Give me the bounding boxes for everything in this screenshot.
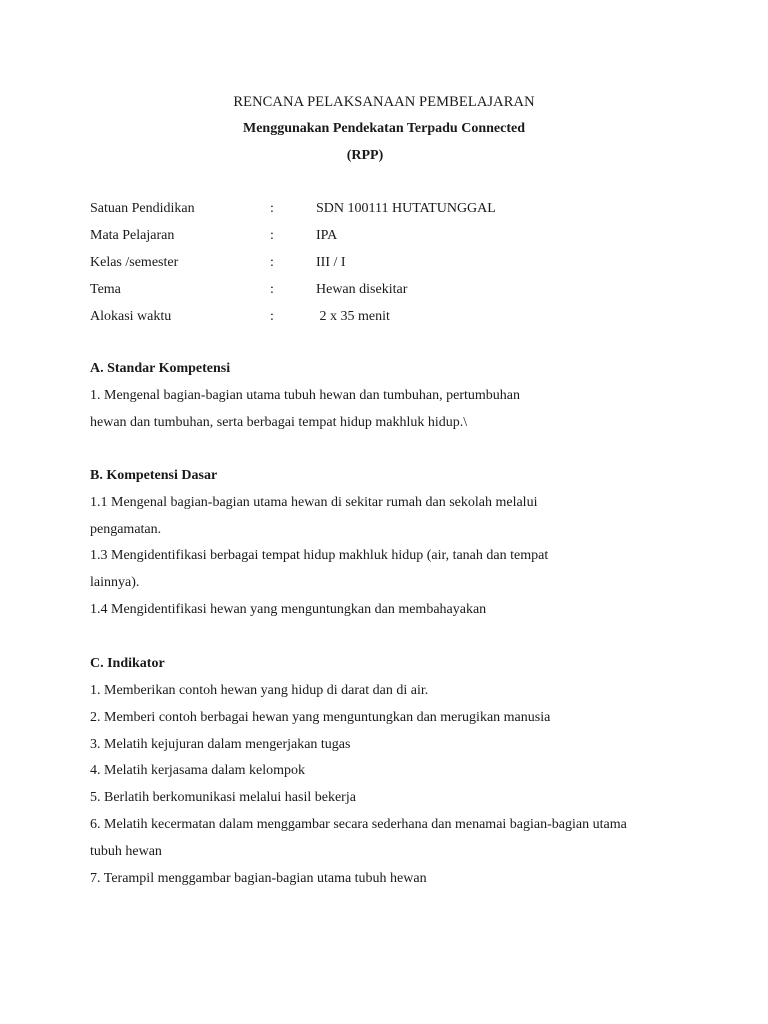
list-item: 5. Berlatih berkomunikasi melalui hasil bekerja (90, 790, 356, 805)
section-heading-indikator: C. Indikator (90, 656, 165, 671)
identity-separator: : (270, 228, 274, 243)
identity-separator: : (270, 255, 274, 270)
identity-value: IPA (316, 228, 338, 243)
identity-label: Satuan Pendidikan (90, 201, 195, 216)
paragraph-line: lainnya). (90, 575, 140, 590)
list-item: 1. Memberikan contoh hewan yang hidup di darat dan di air. (90, 683, 429, 698)
identity-value: III / I (316, 255, 346, 270)
list-item: 3. Melatih kejujuran dalam mengerjakan tugas (90, 737, 351, 752)
section-heading-standar: A. Standar Kompetensi (90, 361, 231, 376)
document-title: RENCANA PELAKSANAAN PEMBELAJARAN (233, 94, 535, 110)
identity-label: Tema (90, 282, 121, 297)
paragraph-line: 1. Mengenal bagian-bagian utama tubuh hewan dan tumbuhan, pertumbuhan (90, 388, 520, 403)
paragraph-line: 1.4 Mengidentifikasi hewan yang menguntungkan dan membahayakan (90, 602, 487, 617)
identity-value: SDN 100111 HUTATUNGGAL (316, 201, 496, 216)
paragraph-line: 1.3 Mengidentifikasi berbagai tempat hidup makhluk hidup (air, tanah dan tempat (90, 548, 549, 563)
identity-label: Alokasi waktu (90, 309, 172, 324)
paragraph-line: 1.1 Mengenal bagian-bagian utama hewan di sekitar rumah dan sekolah melalui (90, 495, 538, 510)
list-item: 7. Terampil menggambar bagian-bagian utama tubuh hewan (90, 871, 427, 886)
list-item: 4. Melatih kerjasama dalam kelompok (90, 763, 305, 778)
paragraph-line: pengamatan. (90, 522, 162, 537)
identity-separator: : (270, 201, 274, 216)
document-abbrev: (RPP) (346, 148, 384, 163)
identity-label: Kelas /semester (90, 255, 179, 270)
identity-value: 2 x 35 menit (316, 309, 390, 324)
document-subtitle: Menggunakan Pendekatan Terpadu Connected (242, 121, 525, 136)
section-heading-kompetensi: B. Kompetensi Dasar (90, 468, 218, 483)
identity-separator: : (270, 309, 274, 324)
list-item: 2. Memberi contoh berbagai hewan yang menguntungkan dan merugikan manusia (90, 710, 551, 725)
paragraph-line: hewan dan tumbuhan, serta berbagai tempat hidup makhluk hidup.\ (90, 415, 468, 430)
identity-separator: : (270, 282, 274, 297)
identity-label: Mata Pelajaran (90, 228, 175, 243)
identity-value: Hewan disekitar (316, 282, 408, 297)
list-item: 6. Melatih kecermatan dalam menggambar secara sederhana dan menamai bagian-bagian utama (90, 817, 627, 832)
list-item: tubuh hewan (90, 844, 162, 859)
